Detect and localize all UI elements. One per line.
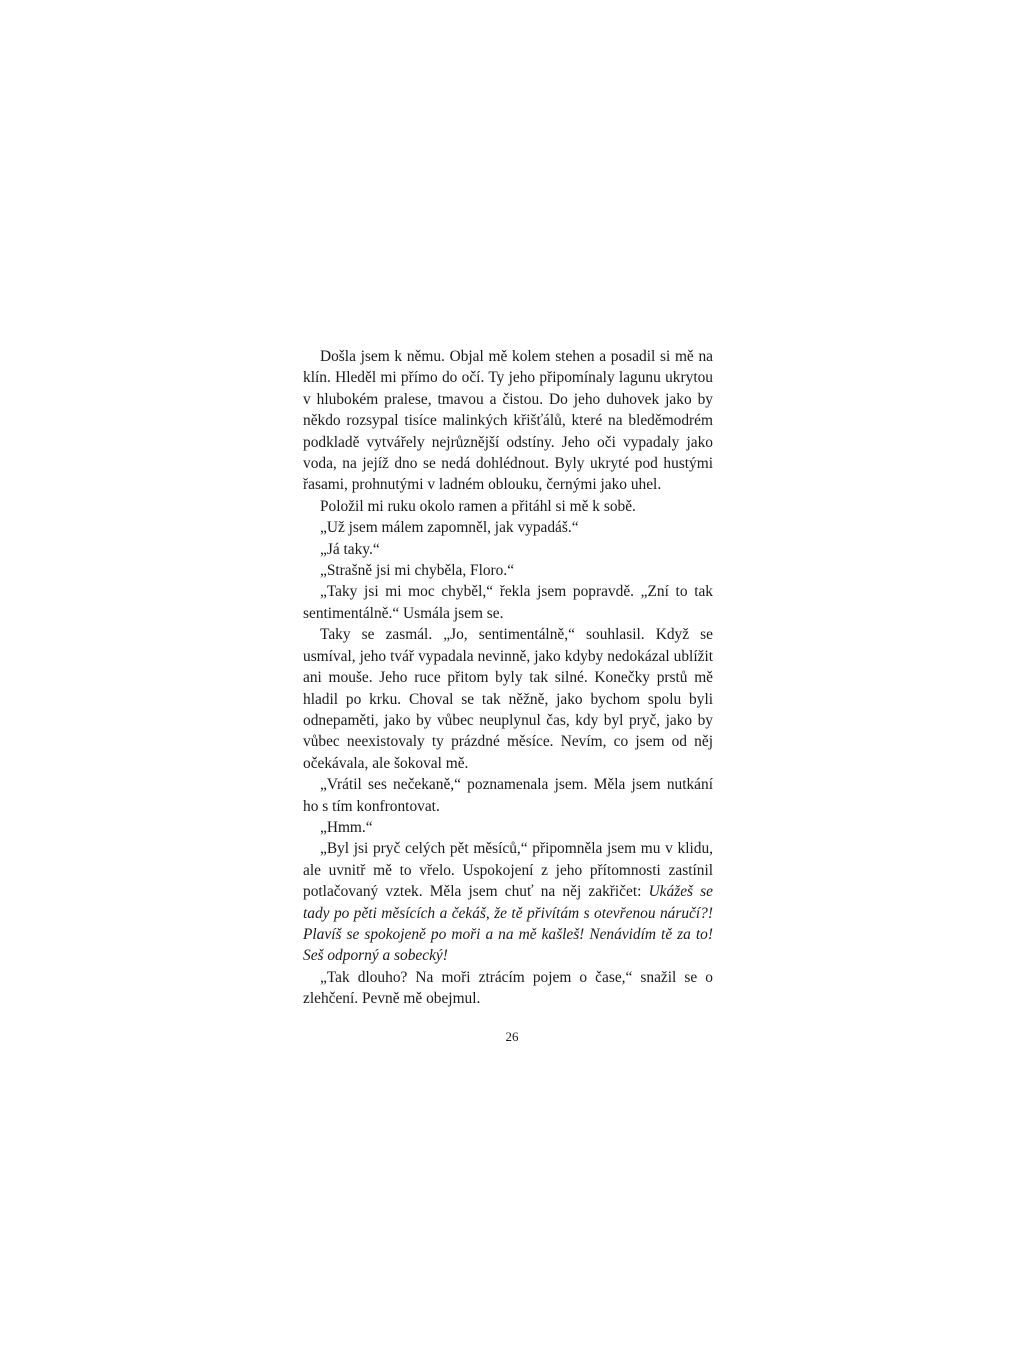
paragraph: Taky se zasmál. „Jo, sentimentálně,“ souhlasil. Když se usmíval, jeho tvář vypadala nevinně, jako kdyby nedokázal ublížit ani mouše. Jeho ruce přitom byly tak silné. Konečky prstů mě hladil po krku. Choval se tak něžně, jako bychom spolu byli odnepaměti, jako by vůbec neuplynul čas, kdy byl pryč, jako by vůbec neexistovaly ty prázdné měsíce. Nevím, co jsem od něj očekávala, ale šokoval mě. [303,626,713,772]
dialogue-line: „Strašně jsi mi chyběla, Floro.“ [320,562,515,580]
italic-thought: Ukážeš se tady po pěti měsících a čekáš, že tě přivítám s otevřenou náručí?! Plavíš se spokojeně po moři a na mě kašleš! Nenávidím tě za to! Seš odporný a sobecký! [303,883,714,965]
dialogue-line: „Vrátil ses nečekaně,“ poznamenala jsem. Měla jsem nutkání ho s tím konfrontovat. [303,776,713,815]
body-text [303,346,713,1010]
dialogue-line: „Já taky.“ [320,540,380,558]
page-number: 26 [505,1029,519,1044]
dialogue-line: „Taky jsi mi moc chyběl,“ řekla jsem popravdě. „Zní to tak sentimentálně.“ Usmála jsem se. [303,583,713,622]
paragraph: Položil mi ruku okolo ramen a přitáhl si mě k sobě. [320,497,636,515]
paragraph-with-italics [303,838,713,966]
dialogue-line: „Už jsem málem zapomněl, jak vypadáš.“ [320,519,579,537]
paragraph: Došla jsem k němu. Objal mě kolem stehen a posadil si mě na klín. Hleděl mi přímo do očí. Ty jeho připomínaly lagunu ukrytou v hlubokém pralese, tmavou a čistou. Do jeho duhovek jako by někdo rozsypal tisíce malinkých křišťálů, které na bleděmodrém podkladě vytvářely nejrůznější odstíny. Jeho oči vypadaly jako voda, na jejíž dno se nedá dohlédnout. Byly ukryté pod hustými řasami, prohnutými v ladném oblouku, černými jako uhel. [303,348,713,494]
plain-text: „Byl jsi pryč celých pět měsíců,“ připomněla jsem mu v klidu, ale uvnitř mě to vřelo. Uspokojení z jeho přítomnosti zastínil potlačovaný vztek. Měla jsem chuť na něj zakřičet: [303,840,713,901]
dialogue-line: „Tak dlouho? Na moři ztrácím pojem o čase,“ snažil se o zlehčení. Pevně mě obejmul. [303,968,713,1008]
dialogue-line: „Hmm.“ [320,818,373,836]
